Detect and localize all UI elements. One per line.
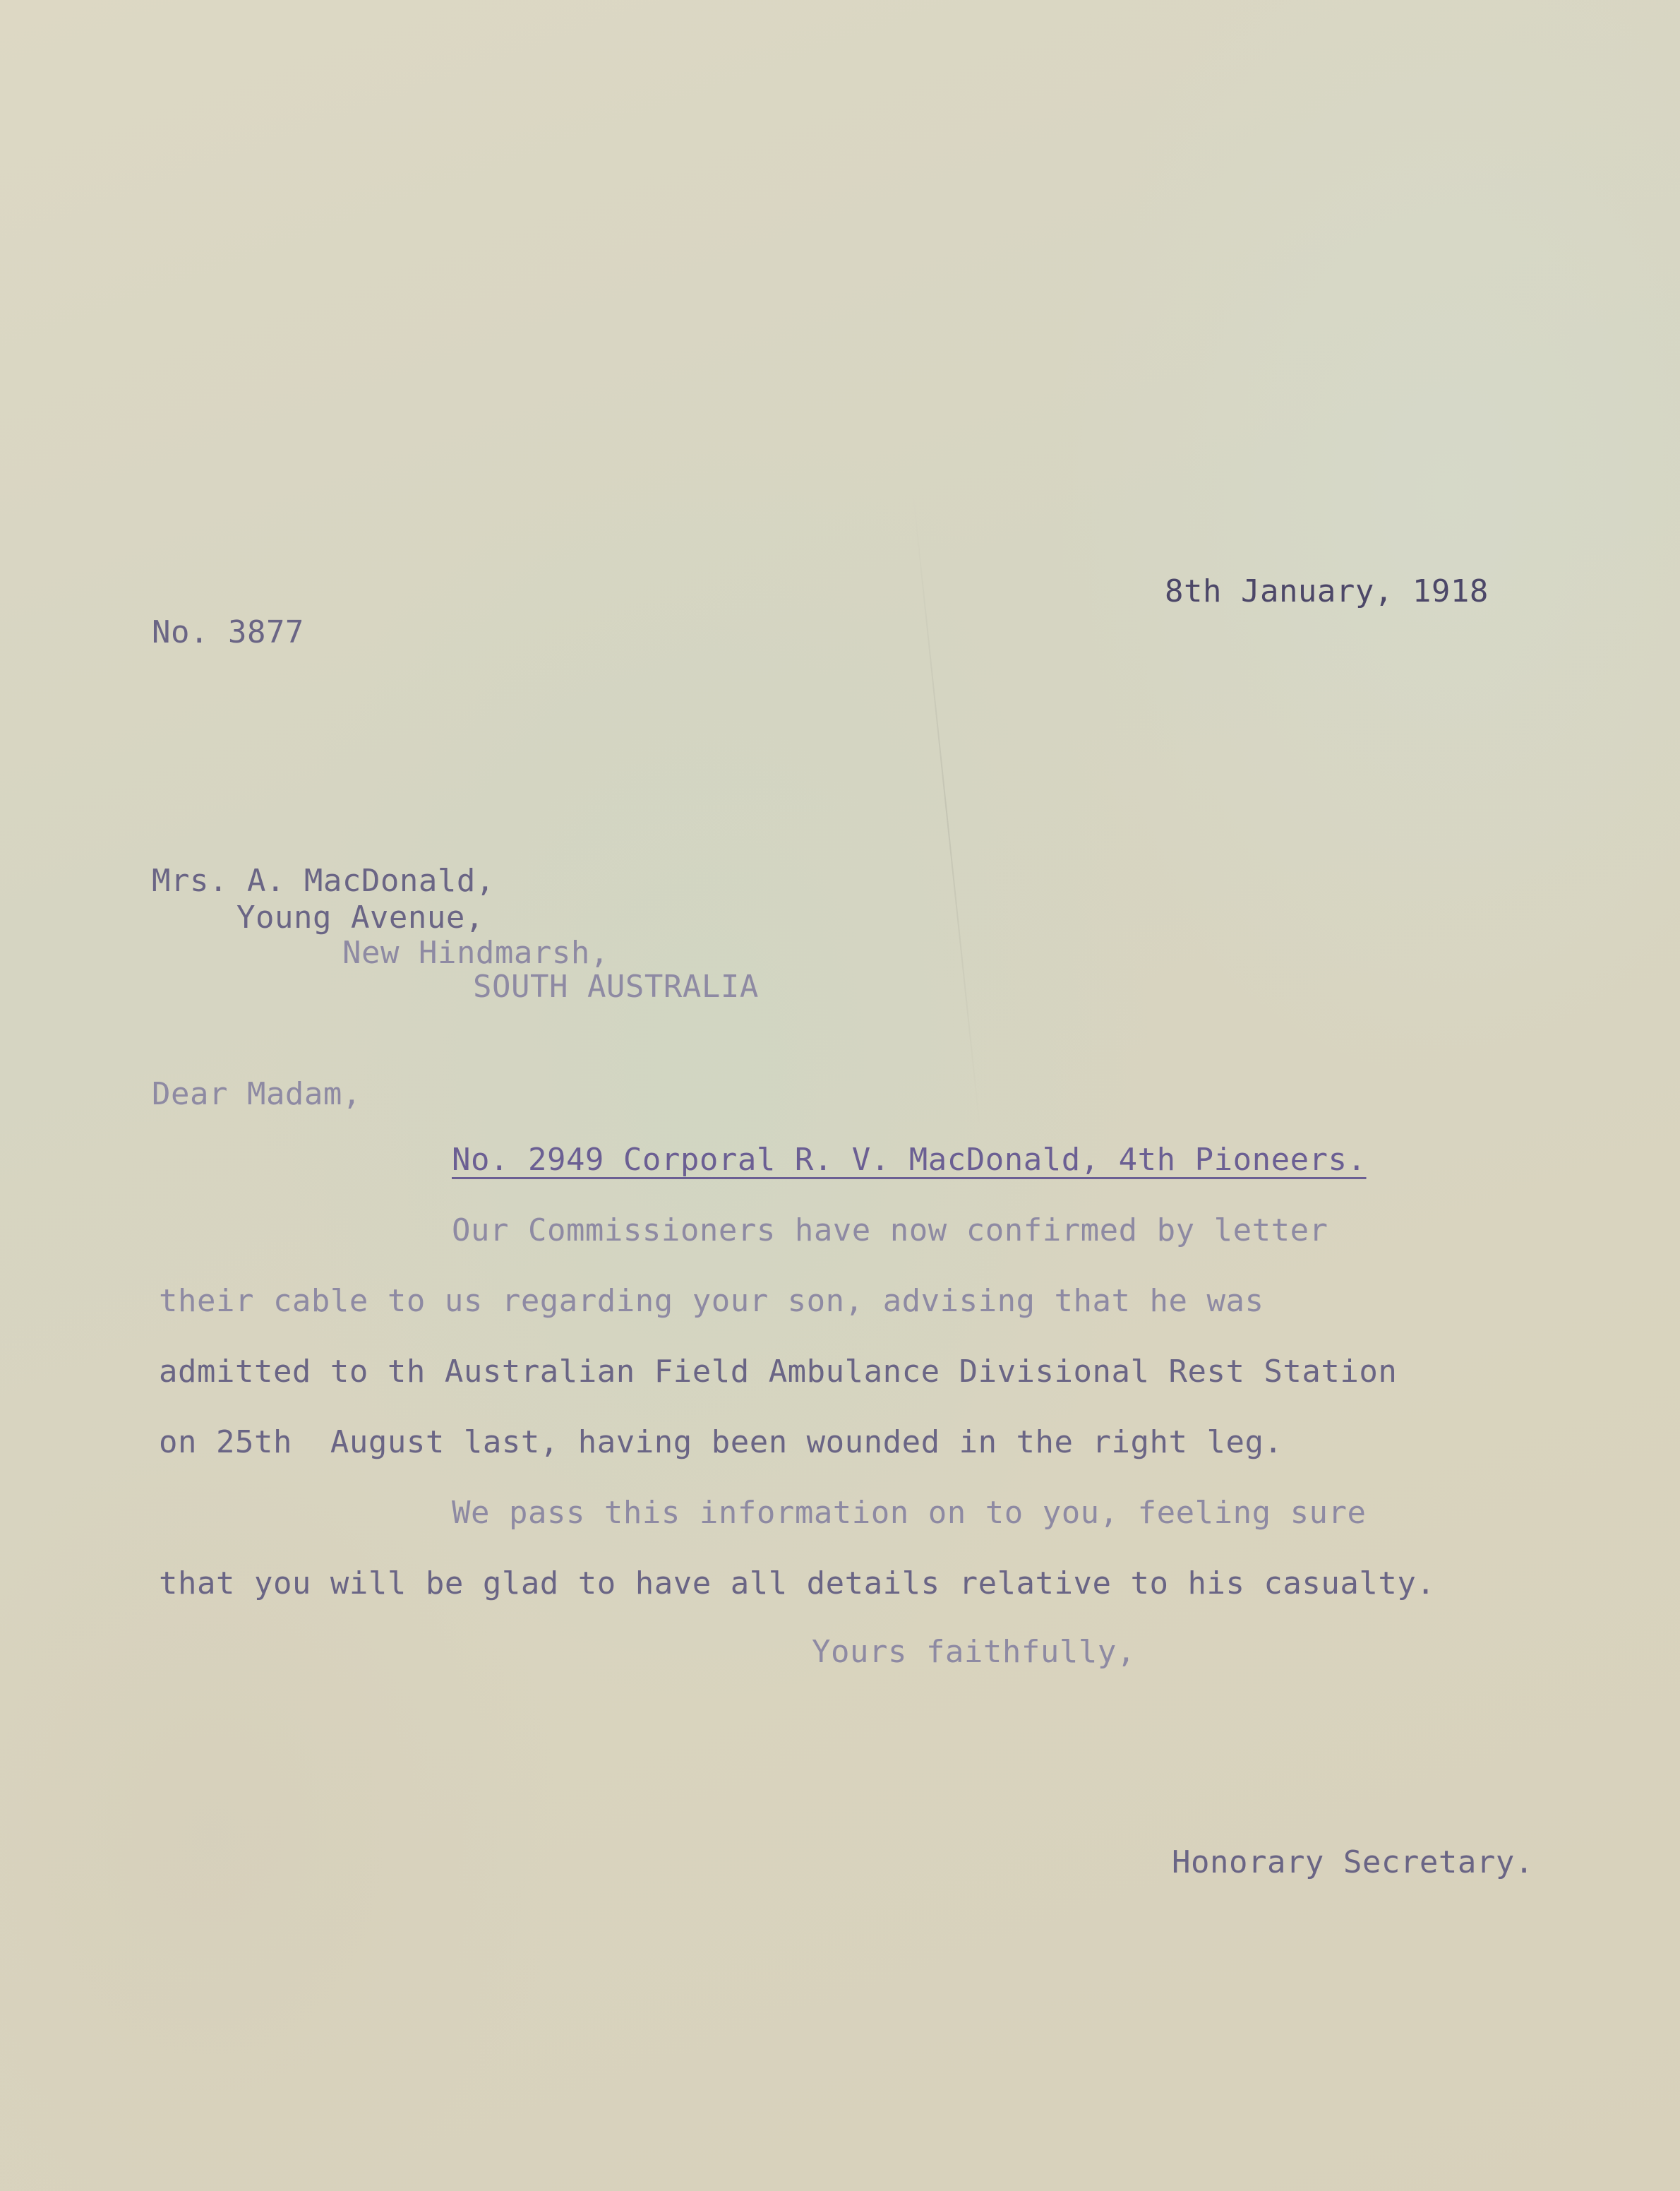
salutation: Dear Madam, xyxy=(152,1076,361,1112)
signature-title: Honorary Secretary. xyxy=(1172,1844,1534,1880)
recipient-name: Mrs. A. MacDonald, xyxy=(152,863,495,899)
paragraph2-line1: We pass this information on to you, feeling sure xyxy=(452,1495,1367,1531)
paragraph1-line4: on 25th August last, having been wounded in the right leg. xyxy=(159,1424,1283,1460)
paragraph1-line1: Our Commissioners have now confirmed by letter xyxy=(452,1212,1328,1248)
recipient-street: Young Avenue, xyxy=(236,900,484,936)
reference-number: No. 3877 xyxy=(152,614,304,650)
paragraph1-line3: admitted to th Australian Field Ambulance Divisional Rest Station xyxy=(159,1354,1398,1390)
paragraph1-line2: their cable to us regarding your son, advising that he was xyxy=(159,1283,1264,1319)
recipient-suburb: New Hindmarsh, xyxy=(342,935,609,971)
closing: Yours faithfully, xyxy=(812,1634,1136,1670)
recipient-state: SOUTH AUSTRALIA xyxy=(473,969,759,1005)
subject-line: No. 2949 Corporal R. V. MacDonald, 4th Pioneers. xyxy=(452,1142,1367,1178)
paper-fold-mark xyxy=(913,496,980,1128)
letter-date: 8th January, 1918 xyxy=(1165,573,1489,609)
paragraph2-line2: that you will be glad to have all details relative to his casualty. xyxy=(159,1565,1436,1601)
